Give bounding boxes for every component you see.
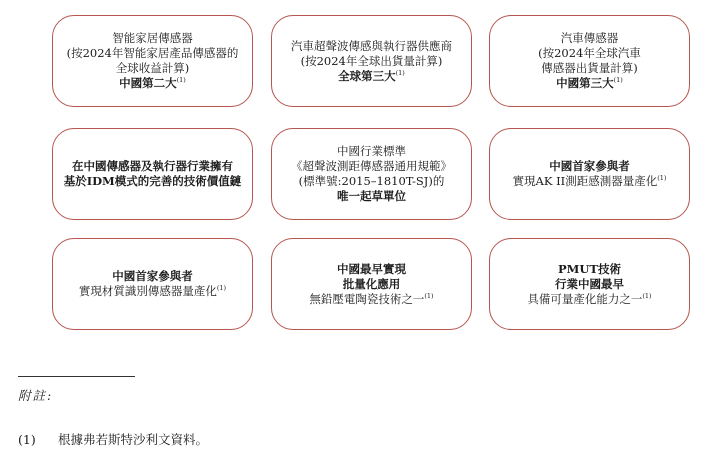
highlights-grid <box>52 15 692 333</box>
card-line <box>513 174 667 189</box>
card-line-text: 全球收益計算) <box>115 61 190 75</box>
footnote-marker: (1) <box>613 76 623 85</box>
card-line <box>337 144 406 159</box>
highlight-card-material-recognition <box>52 238 253 330</box>
card-line-text: (標準號:2015–1810T-SJ)的 <box>298 174 445 188</box>
highlight-card-idm-value-chain <box>52 128 253 220</box>
card-line-text: 在中國傳感器及執行器行業擁有 <box>72 159 233 173</box>
footnote-marker: (1) <box>176 76 186 85</box>
footnote-marker: (1) <box>424 291 434 300</box>
card-line <box>549 159 630 174</box>
highlight-card-smart-home <box>52 15 253 107</box>
card-line-text: 具備可量產化能力之一 <box>527 291 643 306</box>
footnote-marker: (1) <box>216 284 227 293</box>
card-line <box>67 46 239 61</box>
card-line-text: 中國首家參與者 <box>112 269 193 283</box>
card-line <box>299 174 445 189</box>
card-line <box>527 292 651 307</box>
card-line-text: (按2024年全球汽車 <box>538 46 641 60</box>
card-line-text: 唯一起草單位 <box>337 189 406 203</box>
highlight-card-auto-sensor <box>489 15 690 107</box>
card-line-text: 全球第三大 <box>338 68 396 83</box>
card-line-text: (按2024年全球出貨量計算) <box>300 53 443 68</box>
card-line <box>541 61 638 76</box>
card-line <box>64 174 242 189</box>
card-line-text: 傳感器出貨量計算) <box>541 61 638 75</box>
card-line <box>337 189 406 204</box>
card-line-text: 無鉛壓電陶瓷技術之一 <box>309 291 425 306</box>
card-line <box>555 277 624 292</box>
highlight-card-ultrasonic-supplier <box>271 15 472 107</box>
highlight-card-industry-standard <box>271 128 472 220</box>
footnote-item <box>18 430 208 448</box>
card-line <box>72 159 233 174</box>
card-line <box>558 262 621 277</box>
card-line-text: 行業中國最早 <box>555 276 624 291</box>
card-line-text: 實現材質識別傳感器量產化 <box>78 284 217 298</box>
card-line <box>301 54 443 69</box>
card-line-text: 中國第二大 <box>119 76 177 90</box>
card-line-text: 中國首家參與者 <box>549 159 630 173</box>
highlight-card-lead-free-ceramics <box>271 238 472 330</box>
card-line <box>538 46 641 61</box>
highlight-card-ak2-mass-production <box>489 128 690 220</box>
card-line-text: 汽車超聲波傳感與執行器供應商 <box>291 38 452 53</box>
card-line-text: 中國第三大 <box>556 76 614 90</box>
footnote-marker: (1) <box>657 174 667 183</box>
card-line <box>119 76 186 91</box>
card-line <box>556 76 623 91</box>
notes-label: 附註: <box>18 388 54 403</box>
footnote-number: (1) <box>18 432 36 447</box>
card-line <box>116 61 190 76</box>
card-line <box>343 277 401 292</box>
card-line-text: 基於IDM模式的完善的技術價值鏈 <box>63 174 242 188</box>
card-line <box>291 39 452 54</box>
footnote-divider <box>18 376 135 377</box>
footnote-marker: (1) <box>642 291 652 300</box>
card-line <box>291 159 452 174</box>
footnote-text: 根據弗若斯特沙利文資料。 <box>58 432 209 447</box>
card-line-text: 《超聲波測距傳感器通用規範》 <box>291 159 452 173</box>
card-line-text: 中國行業標準 <box>337 144 406 158</box>
card-line-text: PMUT技術 <box>558 261 621 276</box>
card-line-text: 批量化應用 <box>342 276 401 291</box>
card-line <box>561 31 619 46</box>
card-line-text: 汽車傳感器 <box>560 31 619 45</box>
highlight-card-pmut <box>489 238 690 330</box>
card-line <box>112 269 193 284</box>
card-line <box>79 284 226 299</box>
card-line-text: 實現AK II測距感測器量產化 <box>512 174 658 188</box>
card-line-text: 中國最早實現 <box>337 261 406 276</box>
card-line <box>309 292 433 307</box>
card-line <box>338 69 405 84</box>
card-line-text: (按2024年智能家居產品傳感器的 <box>66 46 239 60</box>
card-line-text: 智能家居傳感器 <box>112 31 193 45</box>
card-line <box>112 31 193 46</box>
card-line <box>337 262 406 277</box>
footnote-marker: (1) <box>395 68 405 77</box>
